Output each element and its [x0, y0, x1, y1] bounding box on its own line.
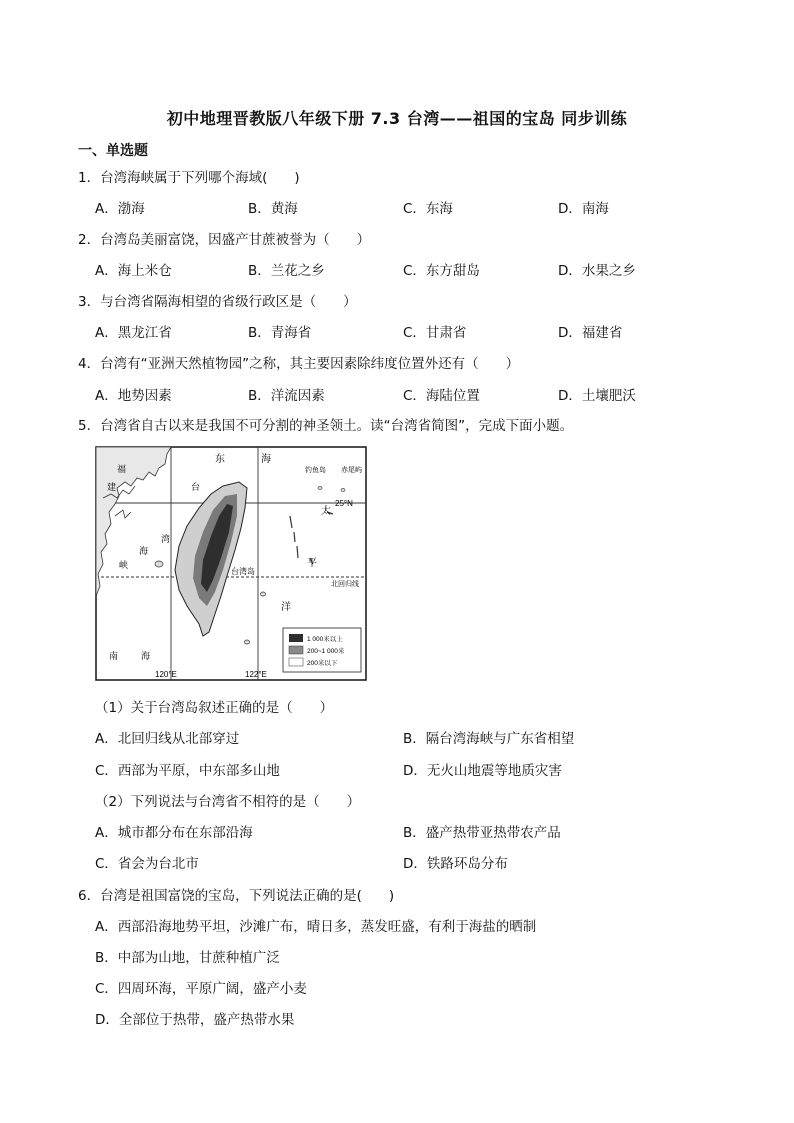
map-label-diaoyu: 钓鱼岛	[305, 467, 326, 474]
map-label-hai2: 海	[139, 546, 149, 556]
q2-option-c: C．东方甜岛	[403, 263, 480, 279]
map-label-taiwan-island: 台湾岛	[231, 567, 255, 576]
map-tropic-label: 北回归线	[331, 581, 359, 588]
map-legend	[283, 628, 361, 672]
q6-option-d: D．全部位于热带，盛产热带水果	[95, 1012, 295, 1028]
q1-option-d: D．南海	[558, 201, 609, 217]
sub2-stem: （2）下列说法与台湾省不相符的是（ ）	[95, 794, 361, 810]
sub2-option-d: D．铁路环岛分布	[403, 856, 508, 872]
question-1-stem: 1．台湾海峡属于下列哪个海域( )	[78, 170, 300, 186]
map-lat-label: 25°N	[335, 499, 353, 508]
q1-option-b: B．黄海	[248, 201, 298, 217]
map-label-nanhai: 海	[141, 651, 151, 661]
sub1-option-d: D．无火山地震等地质灾害	[403, 763, 562, 779]
sub1-stem: （1）关于台湾岛叙述正确的是（ ）	[95, 700, 334, 716]
map-label-wan: 湾	[161, 534, 171, 544]
page-title: 初中地理晋教版八年级下册 7.3 台湾——祖国的宝岛 同步训练	[166, 109, 628, 128]
q3-option-a: A．黑龙江省	[95, 325, 172, 341]
q2-option-b: B．兰花之乡	[248, 263, 325, 279]
map-label-jian: 建	[107, 482, 117, 492]
map-label-yang: 洋	[281, 602, 291, 613]
q6-option-c: C．四周环海，平原广阔，盛产小麦	[95, 981, 307, 997]
q3-option-d: D．福建省	[558, 325, 623, 341]
map-label-tai-ocean: 太	[321, 506, 331, 517]
sub1-option-a: A．北回归线从北部穿过	[95, 731, 240, 747]
map-label-xia: 峡	[119, 560, 129, 570]
q2-option-a: A．海上米仓	[95, 263, 172, 279]
q1-option-a: A．渤海	[95, 201, 145, 217]
q2-option-d: D．水果之乡	[558, 263, 636, 279]
q3-option-c: C．甘肃省	[403, 325, 467, 341]
map-label-ping: 平	[307, 558, 317, 569]
sub2-option-c: C．省会为台北市	[95, 856, 199, 872]
legend-mid: 200~1 000米	[307, 648, 345, 655]
map-label-fu: 福	[117, 464, 127, 474]
q6-option-a: A．西部沿海地势平坦，沙滩广布，晴日多，蒸发旺盛，有利于海盐的晒制	[95, 919, 537, 935]
q4-option-c: C．海陆位置	[403, 388, 480, 404]
map-label-dong: 东	[215, 454, 225, 465]
question-4-stem: 4．台湾有“亚洲天然植物园”之称，其主要因素除纬度位置外还有（ ）	[78, 356, 520, 372]
legend-high: 1 000米以上	[307, 636, 343, 643]
q3-option-b: B．青海省	[248, 325, 312, 341]
q4-option-a: A．地势因素	[95, 388, 172, 404]
question-5-stem: 5．台湾省自古以来是我国不可分割的神圣领土。读“台湾省简图”，完成下面小题。	[78, 418, 574, 434]
question-3-stem: 3．与台湾省隔海相望的省级行政区是（ ）	[78, 294, 357, 310]
q1-option-c: C．东海	[403, 201, 453, 217]
q4-option-b: B．洋流因素	[248, 388, 325, 404]
sub2-option-a: A．城市都分布在东部沿海	[95, 825, 253, 841]
legend-low: 200米以下	[307, 660, 338, 667]
map-lon-120: 120°E	[155, 670, 177, 679]
map-label-hai: 海	[261, 454, 271, 465]
sub2-option-b: B．盛产热带亚热带农产品	[403, 825, 561, 841]
map-label-nan: 南	[109, 651, 119, 661]
sub1-option-c: C．西部为平原，中东部多山地	[95, 763, 280, 779]
question-6-stem: 6．台湾是祖国富饶的宝岛，下列说法正确的是( )	[78, 888, 395, 904]
section-heading: 一、单选题	[78, 143, 148, 159]
taiwan-map	[95, 446, 367, 681]
sub1-option-b: B．隔台湾海峡与广东省相望	[403, 731, 575, 747]
map-label-chiwei: 赤尾屿	[341, 467, 362, 474]
q6-option-b: B．中部为山地，甘蔗种植广泛	[95, 950, 280, 966]
map-label-tai: 台	[191, 482, 201, 492]
map-lon-122: 122°E	[245, 670, 267, 679]
question-2-stem: 2．台湾岛美丽富饶，因盛产甘蔗被誉为（ ）	[78, 232, 371, 248]
q4-option-d: D．土壤肥沃	[558, 388, 636, 404]
